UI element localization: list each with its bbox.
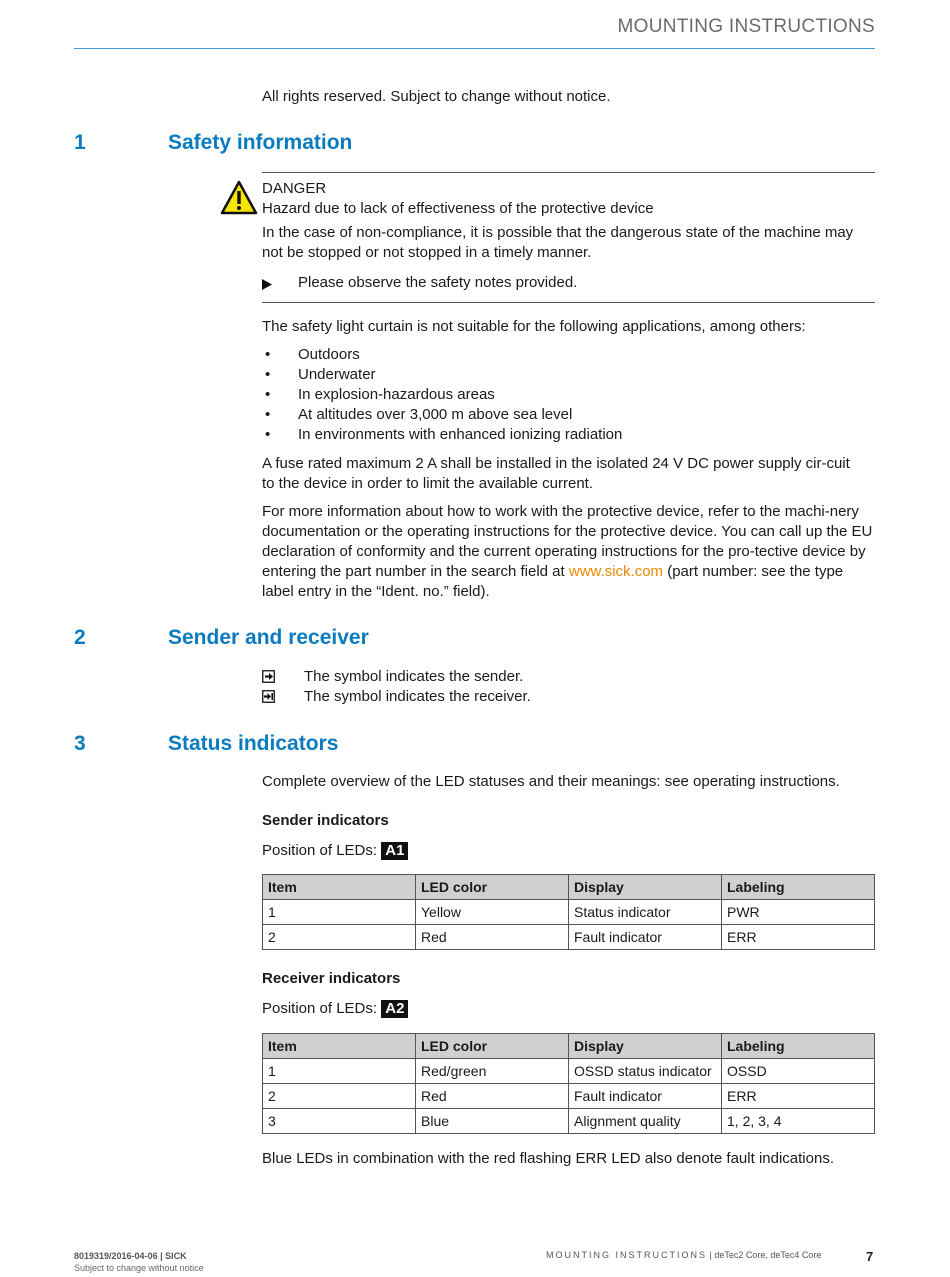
list-item: • Underwater	[265, 366, 376, 383]
list-item: • In environments with enhanced ionizing radiation	[265, 426, 623, 443]
table-cell: 1, 2, 3, 4	[722, 1109, 875, 1134]
table-row	[263, 1084, 875, 1109]
column-header: Item	[263, 875, 416, 900]
table-row	[263, 900, 875, 925]
applications-intro: The safety light curtain is not suitable for the following applications, among others:	[262, 318, 806, 335]
receiver-icon	[262, 690, 275, 703]
table-cell: ERR	[722, 1084, 875, 1109]
danger-top-rule	[262, 172, 875, 173]
column-header: Item	[263, 1034, 416, 1059]
table-cell: Red	[416, 1084, 569, 1109]
table-cell: Red	[416, 925, 569, 950]
table-cell: 1	[263, 900, 416, 925]
table-header-row	[263, 1034, 875, 1059]
table-header-row	[263, 875, 875, 900]
more-info-text: For more information about how to work with the protective device, refer to the machi-nery documentation or the operating instructions for the protective device. You can call up the EU declaration of conformity and the current operating instructions for the pro-tective device by entering the part number in the search field at www.sick.com (part number: see the type label entry in the “Ident. no.” field).	[262, 503, 873, 600]
table-cell: Status indicator	[569, 900, 722, 925]
fuse-text: A fuse rated maximum 2 A shall be installed in the isolated 24 V DC power supply cir-cuit to the device in order to limit the available current.	[262, 455, 850, 492]
danger-action: Please observe the safety notes provided.	[298, 274, 578, 291]
table-cell: OSSD	[722, 1059, 875, 1084]
table-cell: Blue	[416, 1109, 569, 1134]
sender-icon	[262, 670, 275, 683]
receiver-led-table	[262, 1033, 875, 1134]
column-header: Labeling	[722, 875, 875, 900]
table-cell: OSSD status indicator	[569, 1059, 722, 1084]
table-cell: Yellow	[416, 900, 569, 925]
table-cell: ERR	[722, 925, 875, 950]
action-arrow-icon	[262, 277, 272, 295]
status-overview: Complete overview of the LED statuses and their meanings: see operating instructions.	[262, 773, 840, 790]
footer-notice: Subject to change without notice	[74, 1263, 204, 1273]
column-header: Display	[569, 875, 722, 900]
column-header: Labeling	[722, 1034, 875, 1059]
column-header: Display	[569, 1034, 722, 1059]
section-2-number: 2	[74, 626, 86, 649]
sender-text: The symbol indicates the sender.	[304, 668, 524, 685]
table-cell: 2	[263, 925, 416, 950]
section-1-title: Safety information	[168, 131, 353, 154]
danger-subtitle: Hazard due to lack of effectiveness of the protective device	[262, 200, 654, 217]
list-item: • At altitudes over 3,000 m above sea level	[265, 406, 573, 423]
table-cell: Fault indicator	[569, 925, 722, 950]
table-cell: 1	[263, 1059, 416, 1084]
table-cell: 2	[263, 1084, 416, 1109]
list-item: • Outdoors	[265, 346, 360, 363]
table-cell: PWR	[722, 900, 875, 925]
danger-text: In the case of non-compliance, it is possible that the dangerous state of the machine may not be stopped or not stopped in a timely manner.	[262, 224, 854, 261]
sender-led-table	[262, 874, 875, 950]
closing-note: Blue LEDs in combination with the red flashing ERR LED also denote fault indications.	[262, 1150, 834, 1167]
footer-left	[74, 1250, 204, 1274]
table-cell: Alignment quality	[569, 1109, 722, 1134]
page-header-title: MOUNTING INSTRUCTIONS	[617, 16, 875, 37]
column-header: LED color	[416, 875, 569, 900]
section-3-number: 3	[74, 732, 86, 755]
table-cell: Fault indicator	[569, 1084, 722, 1109]
danger-bottom-rule	[262, 302, 875, 303]
sender-position-line: Position of LEDs: A1	[262, 841, 408, 861]
sick-website-link[interactable]: www.sick.com	[568, 563, 664, 580]
column-header: LED color	[416, 1034, 569, 1059]
table-cell: 3	[263, 1109, 416, 1134]
receiver-indicators-heading: Receiver indicators	[262, 970, 401, 987]
footer-doc-id: 8019319/2016-04-06 | SICK	[74, 1251, 187, 1261]
applications-list	[262, 345, 622, 445]
receiver-symbol-row	[262, 687, 531, 707]
table-row	[263, 925, 875, 950]
table-row	[263, 1109, 875, 1134]
receiver-position-line: Position of LEDs: A2	[262, 999, 408, 1019]
receiver-text: The symbol indicates the receiver.	[304, 688, 531, 705]
receiver-position-badge: A2	[381, 1000, 408, 1018]
section-3-title: Status indicators	[168, 732, 339, 755]
sender-position-badge: A1	[381, 842, 408, 860]
table-row	[263, 1059, 875, 1084]
warning-triangle-icon	[220, 180, 258, 215]
section-1-number: 1	[74, 131, 86, 154]
sender-indicators-heading: Sender indicators	[262, 812, 389, 829]
list-item: • In explosion-hazardous areas	[265, 386, 495, 403]
page-number: 7	[866, 1249, 874, 1264]
danger-label: DANGER	[262, 180, 327, 197]
sender-symbol-row	[262, 667, 523, 687]
section-2-title: Sender and receiver	[168, 626, 369, 649]
table-cell: Red/green	[416, 1059, 569, 1084]
header-divider	[74, 48, 875, 49]
intro-text: All rights reserved. Subject to change without notice.	[262, 88, 611, 105]
footer-document-title: MOUNTING INSTRUCTIONS | deTec2 Core, deTec4 Core	[546, 1250, 822, 1260]
